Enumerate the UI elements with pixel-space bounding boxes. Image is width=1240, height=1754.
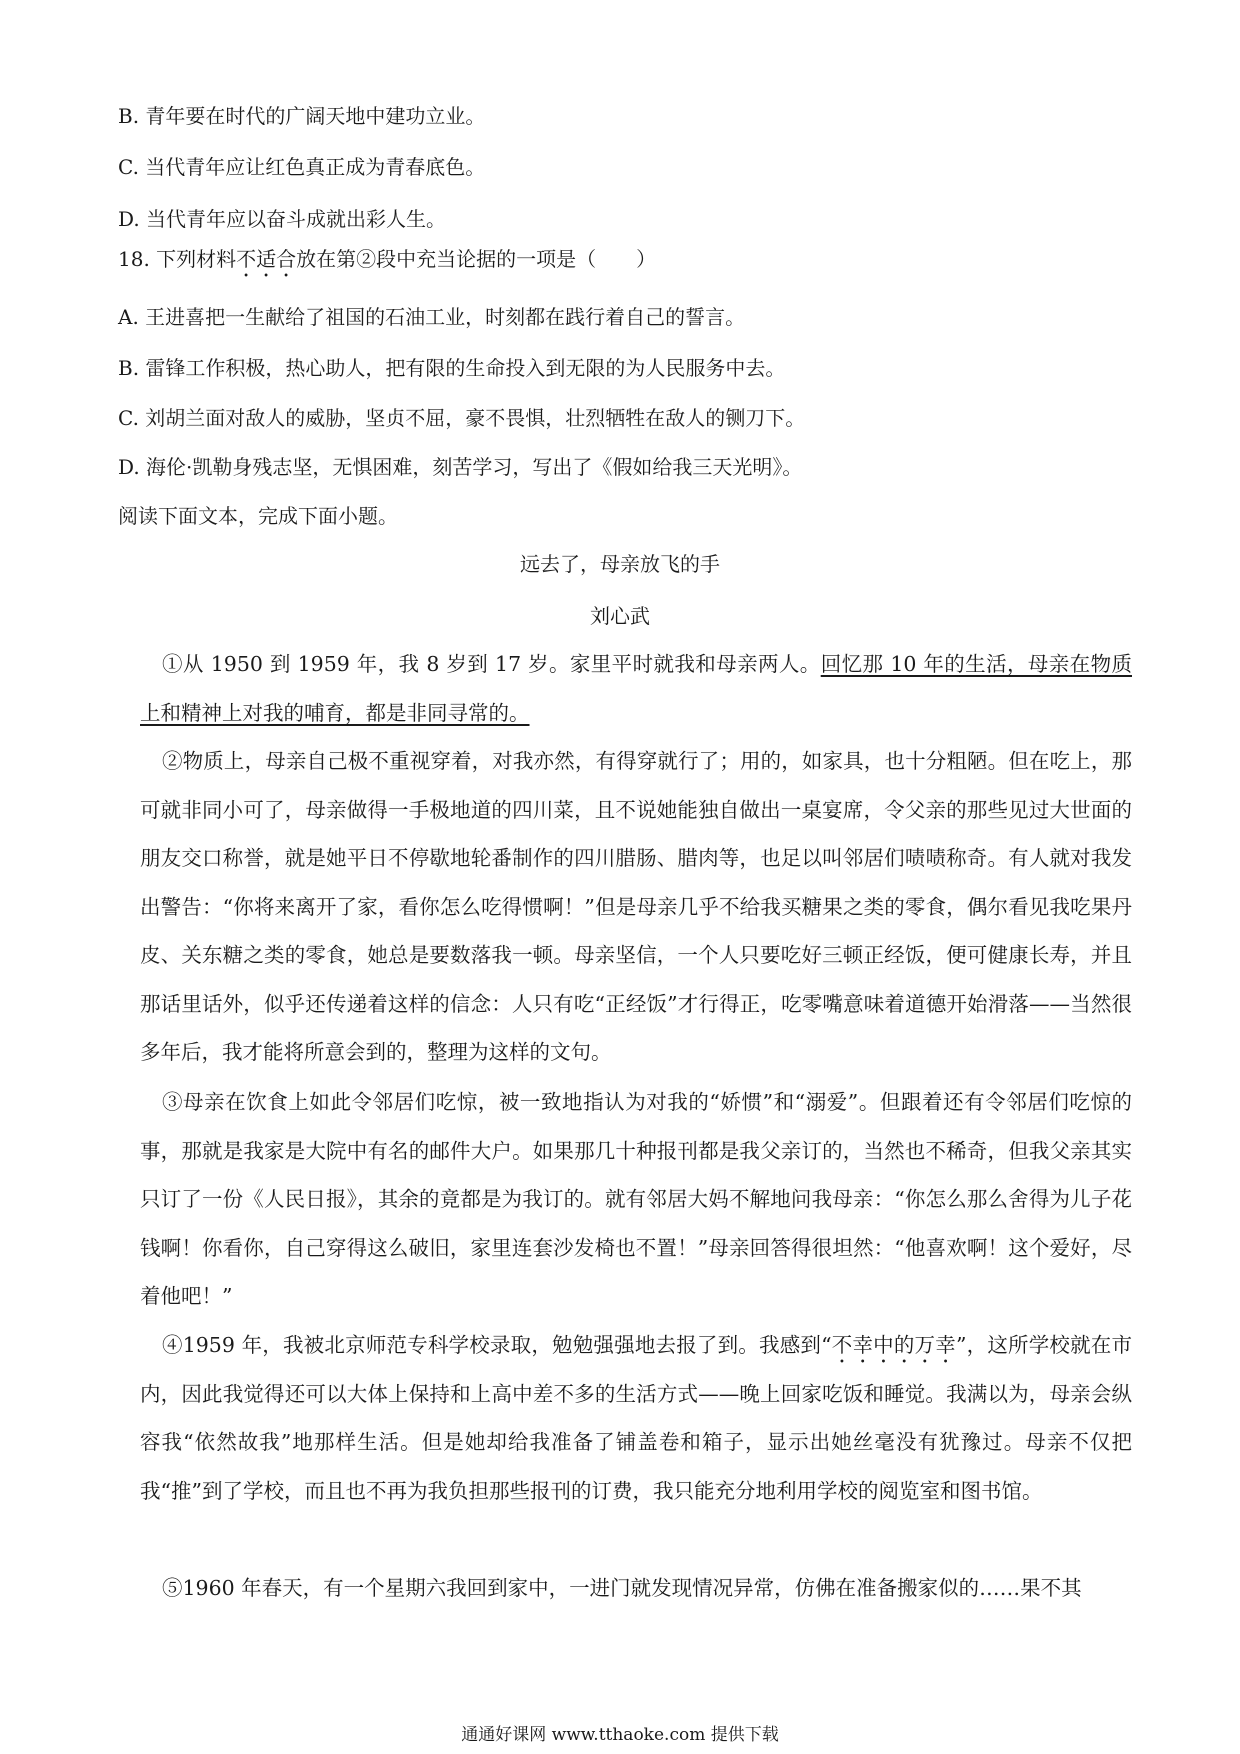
paragraph-5: ⑤1960 年春天，有一个星期六我回到家中，一进门就发现情况异常，仿佛在准备搬家似的……果不其 <box>162 1576 1082 1600</box>
q18-option-b: B. 雷锋工作积极，热心助人，把有限的生命投入到无限的为人民服务中去。 <box>118 356 786 380</box>
reading-instruction: 阅读下面文本，完成下面小题。 <box>118 504 398 528</box>
q18-prefix: 18. 下列材料 <box>118 247 237 271</box>
q18-suffix: 放在第②段中充当论据的一项是（ ） <box>296 247 657 271</box>
paragraph-3: ③母亲在饮食上如此令邻居们吃惊，被一致地指认为对我的“娇惯”和“溺爱”。但跟着还有令邻居们吃惊的事，那就是我家是大院中有名的邮件大户。如果那几十种报刊都是我父亲订的，当然也不稀奇，但我父亲其实只订了一份《人民日报》，其余的竟都是为我订的。就有邻居大妈不解地问我母亲：“你怎么那么舍得为儿子花钱啊！你看你，自己穿得这么破旧，家里连套沙发椅也不置！”母亲回答得很坦然：“他喜欢啊！这个爱好，尽着他吧！” <box>140 1090 1132 1308</box>
footer-watermark: 通通好课网 www.tthaoke.com 提供下载 <box>461 1725 779 1745</box>
paragraph-4 <box>140 1321 1132 1515</box>
p4-text-before: ④1959 年，我被北京师范专科学校录取，勉勉强强地去报了到。我感到“ <box>162 1333 832 1357</box>
q18-option-a: A. 王进喜把一生献给了祖国的石油工业，时刻都在践行着自己的誓言。 <box>118 305 746 329</box>
p1-text: ①从 1950 到 1959 年，我 8 岁到 17 岁。家里平时就我和母亲两人。 <box>162 652 821 676</box>
q18-emphasis: 不适合 <box>236 247 297 271</box>
p1-underlined-sentence: 回忆那 10 年的生活，母亲在物质上和精神上对我的哺育，都是非同寻常的。 <box>140 652 1132 725</box>
q17-option-b: B. 青年要在时代的广阔天地中建功立业。 <box>118 104 486 128</box>
q18-option-c: C. 刘胡兰面对敌人的威胁，坚贞不屈，豪不畏惧，壮烈牺牲在敌人的铡刀下。 <box>118 406 806 430</box>
article-title: 远去了，母亲放飞的手 <box>520 552 720 576</box>
p4-emphasis: 不幸中的万幸 <box>831 1333 956 1357</box>
question-18-stem <box>118 245 656 282</box>
q17-option-c: C. 当代青年应让红色真正成为青春底色。 <box>118 155 486 179</box>
paragraph-1 <box>140 640 1132 737</box>
q17-option-d: D. 当代青年应以奋斗成就出彩人生。 <box>118 207 447 231</box>
paragraph-2: ②物质上，母亲自己极不重视穿着，对我亦然，有得穿就行了；用的，如家具，也十分粗陋。但在吃上，那可就非同小可了，母亲做得一手极地道的四川菜，且不说她能独自做出一桌宴席，令父亲的那些见过大世面的朋友交口称誉，就是她平日不停歇地轮番制作的四川腊肠、腊肉等，也足以叫邻居们啧啧称奇。有人就对我发出警告：“你将来离开了家，看你怎么吃得惯啊！”但是母亲几乎不给我买糖果之类的零食，偶尔看见我吃果丹皮、关东糖之类的零食，她总是要数落我一顿。母亲坚信，一个人只要吃好三顿正经饭，便可健康长寿，并且那话里话外，似乎还传递着这样的信念：人只有吃“正经饭”才行得正，吃零嘴意味着道德开始滑落——当然很多年后，我才能将所意会到的，整理为这样的文句。 <box>140 749 1132 1064</box>
article-author: 刘心武 <box>590 604 650 628</box>
p4-text-after: ”，这所学校就在市内，因此我觉得还可以大体上保持和上高中差不多的生活方式——晚上回家吃饭和睡觉。我满以为，母亲会纵容我“依然故我”地那样生活。但是她却给我准备了铺盖卷和箱子，显示出她丝毫没有犹豫过。母亲不仅把我“推”到了学校，而且也不再为我负担那些报刊的订费，我只能充分地利用学校的阅览室和图书馆。 <box>140 1333 1133 1503</box>
q18-option-d: D. 海伦·凯勒身残志坚，无惧困难，刻苦学习，写出了《假如给我三天光明》。 <box>118 455 803 479</box>
